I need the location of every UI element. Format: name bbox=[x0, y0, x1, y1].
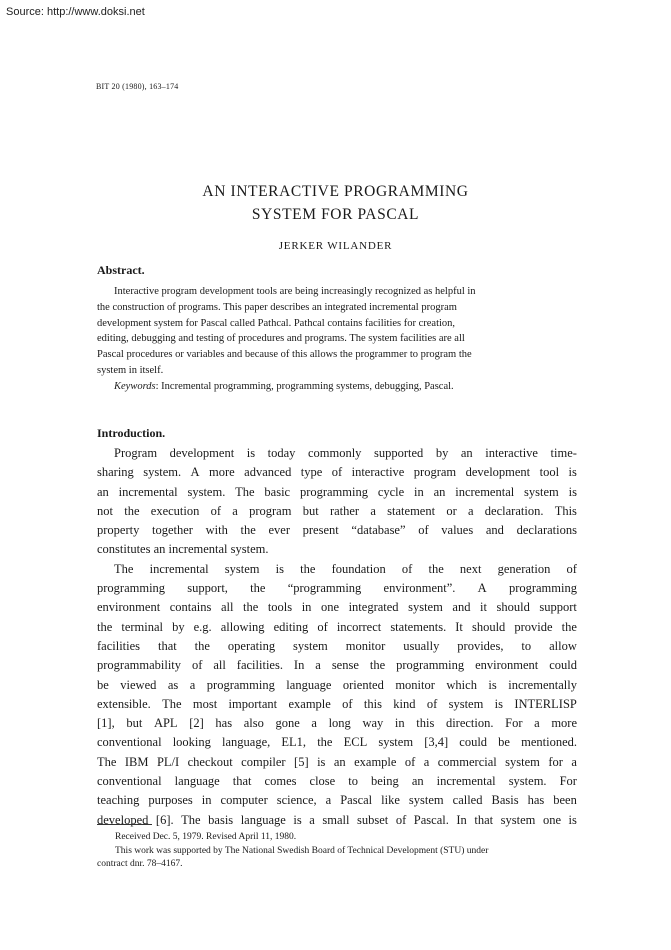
paper-title bbox=[0, 180, 671, 226]
introduction-line: be viewed as a programming language oriented monitor which is incrementally bbox=[97, 677, 577, 692]
abstract-line: editing, debugging and testing of procedures and programs. The system facilities are all bbox=[97, 333, 465, 345]
keywords-text: : Incremental programming, programming systems, debugging, Pascal. bbox=[155, 381, 454, 392]
introduction-line: teaching purposes in computer science, a Pascal like system called Basis has been bbox=[97, 793, 577, 808]
introduction-line: property together with the ever present “database” of values and declarations bbox=[97, 523, 577, 538]
keywords bbox=[114, 381, 454, 392]
introduction-line: The incremental system is the foundation of the next generation of bbox=[114, 561, 577, 576]
introduction-line: constitutes an incremental system. bbox=[97, 542, 269, 557]
abstract-line: development system for Pascal called Pathcal. Pathcal contains facilities for creation, bbox=[97, 317, 456, 329]
introduction-line: Program development is today commonly supported by an interactive time- bbox=[114, 446, 577, 460]
footnote-support: This work was supported by The National Swedish Board of Technical Development (STU) under bbox=[115, 845, 489, 856]
introduction-line: [1], but APL [2] has also gone a long way in this direction. For a more bbox=[97, 716, 577, 731]
introduction-line: not the execution of a program but rather a statement or a declaration. This bbox=[97, 503, 577, 518]
introduction-body bbox=[97, 444, 577, 830]
source-url: Source: http://www.doksi.net bbox=[6, 6, 145, 18]
footnote-divider bbox=[97, 824, 152, 825]
introduction-line: conventional language that comes close to being an incremental system. For bbox=[97, 774, 577, 789]
abstract-line: system in itself. bbox=[97, 364, 164, 376]
title-line: SYSTEM FOR PASCAL bbox=[251, 206, 420, 223]
introduction-line: extensible. The most important example of this kind of system is INTERLISP bbox=[97, 696, 577, 711]
title-line: AN INTERACTIVE PROGRAMMING bbox=[202, 183, 469, 200]
introduction-line: sharing system. A more advanced type of interactive program development tool is bbox=[97, 465, 577, 480]
abstract-heading: Abstract. bbox=[97, 263, 145, 277]
abstract-line: Interactive program development tools are being increasingly recognized as helpful in bbox=[114, 286, 476, 297]
introduction-line: an incremental system. The basic programming cycle in an incremental system is bbox=[97, 484, 577, 499]
keywords-label: Keywords bbox=[114, 381, 156, 392]
footnote bbox=[97, 831, 587, 872]
introduction-line: developed [6]. The basis language is a small subset of Pascal. In that system one is bbox=[97, 812, 577, 827]
footnote-received: Received Dec. 5, 1979. Revised April 11, 1980. bbox=[115, 832, 297, 842]
introduction-line: The IBM PL/I checkout compiler [5] is an example of a commercial system for a bbox=[97, 754, 577, 769]
introduction-line: environment contains all the tools in one integrated system and it should support bbox=[97, 600, 577, 615]
introduction-line: facilities that the operating system monitor usually provides, to allow bbox=[97, 638, 577, 653]
introduction-line: programming support, the “programming environment”. A programming bbox=[97, 581, 577, 596]
introduction-line: programmability of all facilities. In a sense the programming environment could bbox=[97, 658, 577, 673]
abstract-line: Pascal procedures or variables and because of this allows the programmer to program the bbox=[97, 349, 472, 361]
introduction-line: conventional looking language, EL1, the ECL system [3,4] could be mentioned. bbox=[97, 735, 577, 750]
journal-reference: BIT 20 (1980), 163–174 bbox=[96, 82, 179, 91]
introduction-heading: Introduction. bbox=[97, 426, 166, 440]
footnote-support-continued: contract dnr. 78–4167. bbox=[97, 859, 183, 869]
introduction-line: the terminal by e.g. allowing editing of incorrect statements. It should provide the bbox=[97, 619, 577, 634]
abstract-body bbox=[97, 284, 577, 379]
author: JERKER WILANDER bbox=[278, 240, 393, 252]
abstract-line: the construction of programs. This paper describes an integrated incremental program bbox=[97, 301, 457, 313]
